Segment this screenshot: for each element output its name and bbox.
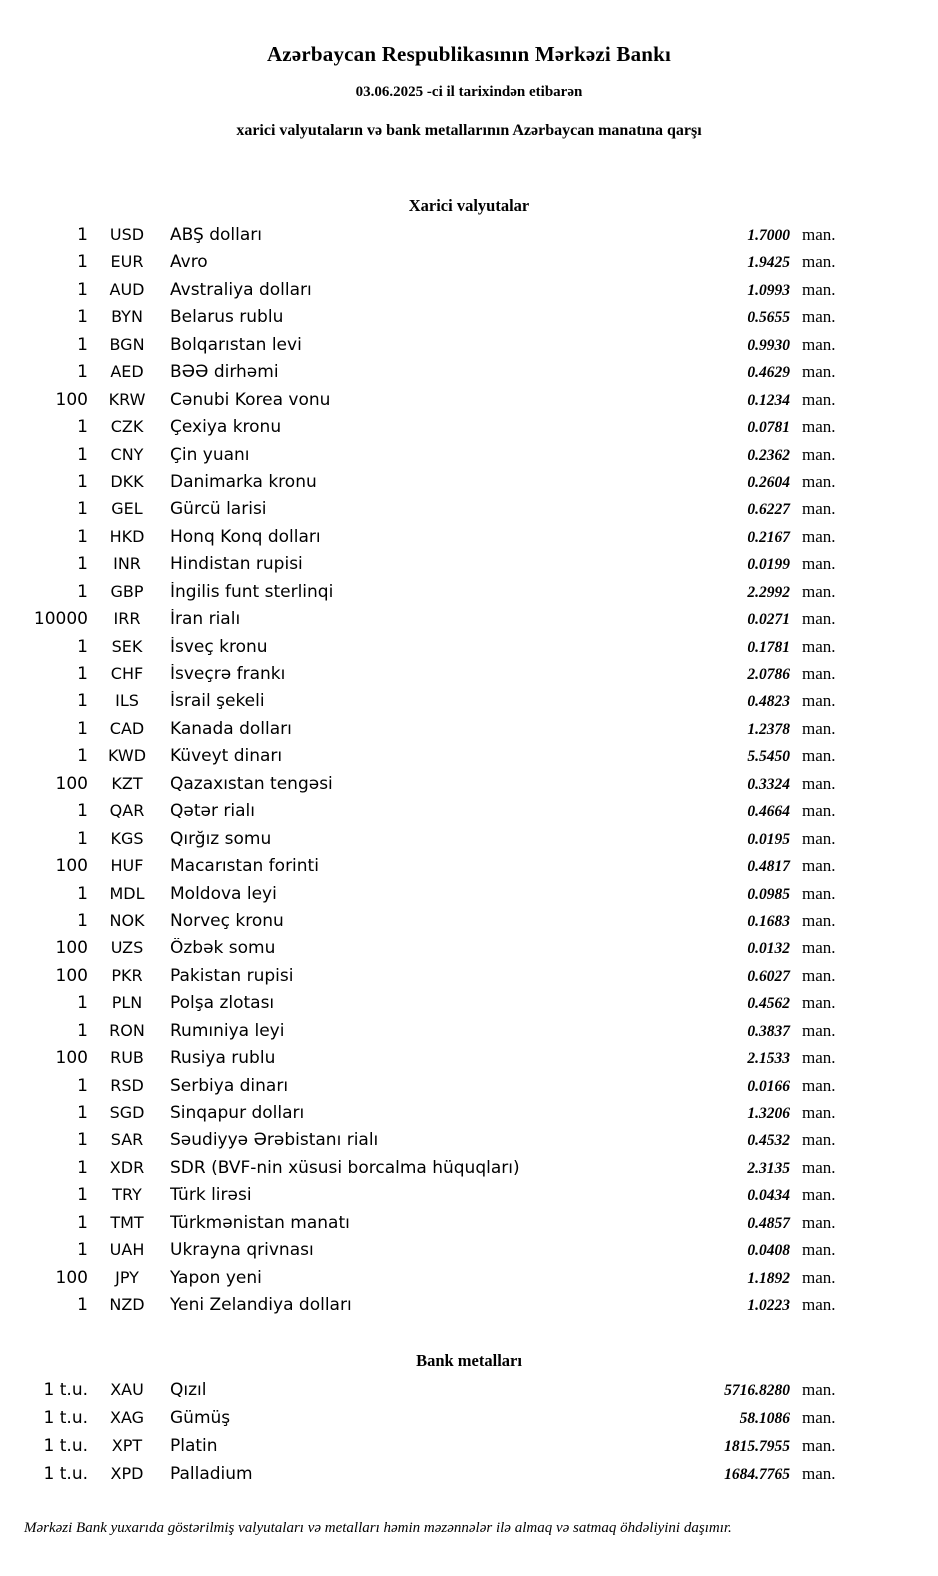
rate-value: 0.4532 (747, 1132, 790, 1150)
quantity: 1 (77, 910, 88, 931)
quantity: 1 (77, 444, 88, 465)
currency-name: Bolqarıstan levi (170, 334, 302, 355)
currency-code: KZT (111, 773, 143, 793)
unit-label: man. (802, 1463, 836, 1483)
unit-label: man. (802, 718, 836, 738)
table-row (0, 417, 938, 444)
quantity: 1 (77, 1185, 88, 1206)
table-row (0, 966, 938, 993)
rate-value: 0.0132 (747, 940, 790, 958)
rate-value: 2.0786 (747, 666, 790, 683)
table-row (0, 390, 938, 417)
currency-name: Macarıstan forinti (170, 856, 319, 877)
currency-name: Avro (170, 252, 208, 273)
currency-code: HKD (109, 526, 145, 546)
quantity: 1 (77, 1240, 88, 1261)
unit-label: man. (802, 773, 836, 793)
currency-name: Belarus rublu (170, 307, 284, 328)
rate-value: 0.5655 (747, 309, 790, 327)
quantity: 1 (77, 746, 88, 767)
unit-label: man. (802, 252, 836, 272)
quantity: 1 (77, 334, 88, 355)
table-row (0, 1103, 938, 1130)
unit-label: man. (802, 1379, 836, 1399)
table-row (0, 856, 938, 883)
metals-section-title: Bank metalları (416, 1350, 522, 1370)
currency-name: Qazaxıstan tengəsi (170, 773, 333, 794)
currency-name: Səudiyyə Ərəbistanı rialı (170, 1130, 379, 1151)
currency-name: Serbiya dinarı (170, 1075, 289, 1096)
currency-code: NOK (109, 910, 145, 930)
rate-value: 0.0985 (747, 885, 790, 903)
currency-code: JPY (115, 1267, 139, 1287)
table-row (0, 637, 938, 664)
quantity: 1 (77, 828, 88, 849)
unit-label: man. (802, 417, 836, 437)
currency-name: Qətər rialı (170, 801, 255, 822)
currency-code: USD (109, 225, 145, 244)
currency-code: ILS (115, 691, 139, 711)
currency-code: INR (113, 554, 141, 574)
currency-code: NZD (109, 1295, 145, 1315)
table-row (0, 938, 938, 965)
unit-label: man. (802, 499, 836, 519)
table-row (0, 582, 938, 609)
unit-label: man. (802, 1407, 836, 1427)
quantity: 100 (55, 856, 88, 877)
quantity: 100 (55, 938, 88, 959)
quantity: 1 (77, 993, 88, 1014)
rate-value: 0.4857 (747, 1214, 790, 1232)
rate-value: 1.7000 (747, 227, 790, 244)
table-row (0, 746, 938, 773)
rate-value: 0.3837 (747, 1022, 790, 1040)
quantity: 1 (77, 1103, 88, 1123)
table-row (0, 1240, 938, 1267)
currency-code: PLN (111, 993, 143, 1013)
currency-code: QAR (109, 801, 145, 821)
rate-value: 0.4817 (747, 858, 790, 876)
unit-label: man. (802, 828, 836, 848)
currency-name: Norveç kronu (170, 910, 284, 931)
currencies-section-title: Xarici valyutalar (408, 196, 530, 215)
currency-code: AED (110, 362, 144, 382)
table-row (0, 280, 938, 307)
table-row (0, 307, 938, 334)
quantity: 1 (77, 1130, 88, 1151)
rate-value: 2.1533 (747, 1050, 790, 1068)
unit-label: man. (802, 609, 836, 629)
rate-value: 1684.7765 (724, 1465, 790, 1483)
quantity: 1 (77, 499, 88, 520)
quantity: 100 (55, 389, 88, 410)
table-row (0, 829, 938, 856)
table-row (0, 1130, 938, 1157)
rate-value: 1.2378 (747, 720, 790, 738)
table-row (0, 691, 938, 718)
unit-label: man. (802, 664, 836, 683)
rate-value: 58.1086 (739, 1409, 790, 1427)
rate-value: 0.4562 (747, 995, 790, 1013)
currency-code: UZS (110, 938, 144, 958)
currency-code: RSD (110, 1075, 144, 1095)
currency-code: RUB (110, 1048, 144, 1068)
rate-value: 0.0434 (747, 1187, 790, 1205)
table-row (0, 1268, 938, 1295)
quantity: 1 (77, 801, 88, 822)
currency-name: SDR (BVF-nin xüsusi borcalma hüquqları) (170, 1157, 520, 1178)
quantity: 100 (55, 965, 88, 986)
rate-value: 0.2167 (747, 528, 790, 546)
rate-value: 1.9425 (747, 254, 790, 272)
currency-code: XAU (110, 1379, 144, 1399)
unit-label: man. (802, 1435, 836, 1455)
currency-code: EUR (110, 252, 144, 272)
rate-value: 1.3206 (747, 1105, 790, 1122)
unit-label: man. (802, 225, 836, 244)
currency-name: Rusiya rublu (170, 1048, 276, 1069)
quantity: 1 (77, 471, 88, 492)
table-row (0, 774, 938, 801)
currency-name: ABŞ dolları (170, 225, 262, 245)
table-row (0, 554, 938, 581)
quantity: 1 (77, 417, 88, 438)
page-subtitle: xarici valyutaların və bank metallarının Azərbaycan manatına qarşı (236, 122, 702, 139)
currency-name: İran rialı (170, 609, 241, 630)
unit-label: man. (802, 1240, 836, 1260)
currency-table (0, 225, 938, 1323)
quantity: 1 t.u. (43, 1407, 88, 1428)
rate-value: 5716.8280 (724, 1381, 790, 1399)
rate-value: 0.4823 (747, 693, 790, 711)
table-row (0, 1213, 938, 1240)
currency-code: GBP (110, 581, 144, 601)
rate-value: 1.1892 (747, 1269, 790, 1287)
rate-value: 0.0199 (747, 556, 790, 574)
quantity: 1 (77, 225, 88, 245)
currency-code: CHF (110, 664, 144, 683)
table-row (0, 719, 938, 746)
currency-name: Küveyt dinarı (170, 746, 283, 767)
quantity: 1 (77, 554, 88, 575)
currency-name: Sinqapur dolları (170, 1103, 305, 1123)
rate-value: 0.4629 (747, 364, 790, 382)
rate-value: 1.0993 (747, 281, 790, 299)
rate-value: 0.1683 (747, 912, 790, 930)
table-row (0, 1464, 938, 1492)
currency-code: DKK (110, 471, 144, 491)
currency-code: XPT (111, 1435, 143, 1455)
quantity: 1 t.u. (43, 1379, 88, 1400)
quantity: 1 (77, 636, 88, 657)
currency-code: SEK (111, 636, 143, 656)
page-title: Azərbaycan Respublikasının Mərkəzi Bankı (266, 42, 672, 66)
currency-name: Qırğız somu (170, 828, 272, 849)
quantity: 100 (55, 773, 88, 794)
quantity: 1 (77, 664, 88, 684)
table-row (0, 1158, 938, 1185)
unit-label: man. (802, 856, 836, 876)
rate-value: 0.6227 (747, 501, 790, 519)
rate-value: 0.1234 (747, 391, 790, 409)
currency-name: Hindistan rupisi (170, 554, 303, 575)
currency-code: KRW (108, 389, 146, 409)
rate-value: 0.0166 (747, 1077, 790, 1095)
unit-label: man. (802, 883, 836, 903)
unit-label: man. (802, 1267, 836, 1287)
currency-name: İsveç kronu (170, 636, 268, 657)
currency-name: Qızıl (170, 1379, 207, 1400)
currency-code: XDR (109, 1157, 145, 1177)
table-row (0, 993, 938, 1020)
table-row (0, 911, 938, 938)
currency-name: Rumıniya leyi (170, 1020, 285, 1041)
quantity: 1 (77, 718, 88, 739)
unit-label: man. (802, 279, 836, 299)
currency-code: GEL (111, 499, 143, 519)
quantity: 1 (77, 883, 88, 904)
unit-label: man. (802, 691, 836, 711)
table-row (0, 1380, 938, 1408)
currency-name: İsrail şekeli (170, 691, 265, 712)
rate-value: 0.0781 (747, 419, 790, 437)
unit-label: man. (802, 993, 836, 1013)
effective-date-line: 03.06.2025 -ci il tarixindən etibarən (355, 84, 583, 100)
currency-name: Çin yuanı (170, 444, 250, 465)
table-row (0, 801, 938, 828)
currency-name: Kanada dolları (170, 718, 292, 739)
quantity: 1 (77, 1295, 88, 1316)
unit-label: man. (802, 1048, 836, 1068)
currency-code: TRY (112, 1185, 142, 1205)
currency-name: İngilis funt sterlinqi (170, 581, 334, 602)
currency-code: XAG (109, 1407, 145, 1427)
unit-label: man. (802, 910, 836, 930)
currency-name: Gürcü larisi (170, 499, 267, 520)
quantity: 1 (77, 279, 88, 300)
table-row (0, 1436, 938, 1464)
quantity: 1 (77, 252, 88, 273)
table-row (0, 472, 938, 499)
metals-table (0, 1380, 938, 1492)
quantity: 1 (77, 526, 88, 547)
currency-name: Honq Konq dolları (170, 526, 321, 547)
unit-label: man. (802, 1075, 836, 1095)
currency-name: Özbək somu (170, 938, 276, 959)
currency-name: Danimarka kronu (170, 471, 317, 492)
rate-value: 1815.7955 (724, 1437, 790, 1455)
quantity: 100 (55, 1267, 88, 1288)
currency-name: Moldova leyi (170, 883, 277, 904)
table-row (0, 609, 938, 636)
currency-name: Platin (170, 1435, 218, 1456)
table-row (0, 362, 938, 389)
rate-value: 2.2992 (747, 583, 790, 601)
currency-name: BƏƏ dirhəmi (170, 362, 279, 383)
unit-label: man. (802, 362, 836, 382)
quantity: 1 (77, 1157, 88, 1178)
rate-value: 0.3324 (747, 775, 790, 793)
unit-label: man. (802, 1157, 836, 1177)
currency-code: KWD (107, 746, 147, 766)
table-row (0, 527, 938, 554)
quantity: 1 (77, 1020, 88, 1041)
unit-label: man. (802, 334, 836, 354)
unit-label: man. (802, 581, 836, 601)
currency-code: CZK (110, 417, 144, 437)
unit-label: man. (802, 554, 836, 574)
currency-name: Cənubi Korea vonu (170, 389, 331, 410)
quantity: 1 (77, 1212, 88, 1233)
quantity: 1 (77, 581, 88, 602)
currency-name: İsveçrə frankı (170, 664, 286, 684)
disclaimer: Mərkəzi Bank yuxarıda göstərilmiş valyutaları və metalları həmin məzənnələr ilə almaq və satmaq öhdəliyini daşımır. (24, 1519, 732, 1536)
currency-code: BGN (109, 334, 145, 354)
currency-code: UAH (109, 1240, 145, 1260)
table-row (0, 252, 938, 279)
unit-label: man. (802, 1212, 836, 1232)
quantity: 1 (77, 691, 88, 712)
rate-value: 0.0195 (747, 830, 790, 848)
unit-label: man. (802, 746, 836, 766)
currency-code: IRR (113, 609, 141, 629)
rate-value: 0.4664 (747, 803, 790, 821)
unit-label: man. (802, 636, 836, 656)
currency-name: Ukrayna qrivnası (170, 1240, 314, 1261)
currency-name: Yapon yeni (170, 1267, 262, 1288)
rate-value: 0.6027 (747, 967, 790, 985)
rate-value: 5.5450 (747, 748, 790, 766)
table-row (0, 664, 938, 691)
currency-code: KGS (110, 828, 144, 848)
quantity: 10000 (33, 609, 88, 630)
quantity: 100 (55, 1048, 88, 1069)
currency-code: CAD (109, 718, 145, 738)
currency-name: Yeni Zelandiya dolları (170, 1295, 352, 1316)
currency-name: Türkmənistan manatı (170, 1212, 350, 1233)
rate-value: 0.1781 (747, 638, 790, 656)
table-row (0, 499, 938, 526)
unit-label: man. (802, 1295, 836, 1315)
table-row (0, 1408, 938, 1436)
quantity: 1 t.u. (43, 1463, 88, 1484)
unit-label: man. (802, 471, 836, 491)
unit-label: man. (802, 1185, 836, 1205)
currency-code: SAR (110, 1130, 144, 1150)
currency-code: XPD (110, 1463, 144, 1483)
currency-name: Gümüş (170, 1407, 231, 1428)
rate-value: 0.9930 (747, 336, 790, 354)
currency-code: MDL (109, 883, 145, 903)
quantity: 1 t.u. (43, 1435, 88, 1456)
currency-code: PKR (111, 965, 143, 985)
unit-label: man. (802, 444, 836, 464)
table-row (0, 1048, 938, 1075)
unit-label: man. (802, 938, 836, 958)
table-row (0, 445, 938, 472)
currency-code: HUF (110, 856, 144, 876)
currency-code: BYN (111, 307, 143, 327)
unit-label: man. (802, 1103, 836, 1122)
unit-label: man. (802, 1130, 836, 1150)
rate-value: 0.2362 (747, 446, 790, 464)
currency-name: Avstraliya dolları (170, 279, 312, 300)
currency-code: SGD (109, 1103, 145, 1122)
table-row (0, 1295, 938, 1322)
rate-value: 2.3135 (747, 1159, 790, 1177)
currency-code: TMT (110, 1212, 144, 1232)
table-row (0, 335, 938, 362)
unit-label: man. (802, 389, 836, 409)
quantity: 1 (77, 1075, 88, 1096)
currency-name: Türk lirəsi (170, 1185, 252, 1206)
rate-value: 1.0223 (747, 1297, 790, 1315)
currency-code: CNY (110, 444, 144, 464)
unit-label: man. (802, 965, 836, 985)
rate-value: 0.0271 (747, 611, 790, 629)
quantity: 1 (77, 362, 88, 383)
table-row (0, 1076, 938, 1103)
unit-label: man. (802, 307, 836, 327)
currency-code: AUD (109, 279, 145, 299)
currency-name: Çexiya kronu (170, 417, 282, 438)
table-row (0, 1021, 938, 1048)
rate-value: 0.2604 (747, 473, 790, 491)
unit-label: man. (802, 526, 836, 546)
currency-name: Palladium (170, 1463, 253, 1484)
unit-label: man. (802, 801, 836, 821)
unit-label: man. (802, 1020, 836, 1040)
currency-name: Pakistan rupisi (170, 965, 294, 986)
table-row (0, 1185, 938, 1212)
table-row (0, 225, 938, 252)
currency-code: RON (109, 1020, 145, 1040)
currency-name: Polşa zlotası (170, 993, 275, 1014)
rate-value: 0.0408 (747, 1242, 790, 1260)
table-row (0, 884, 938, 911)
quantity: 1 (77, 307, 88, 328)
